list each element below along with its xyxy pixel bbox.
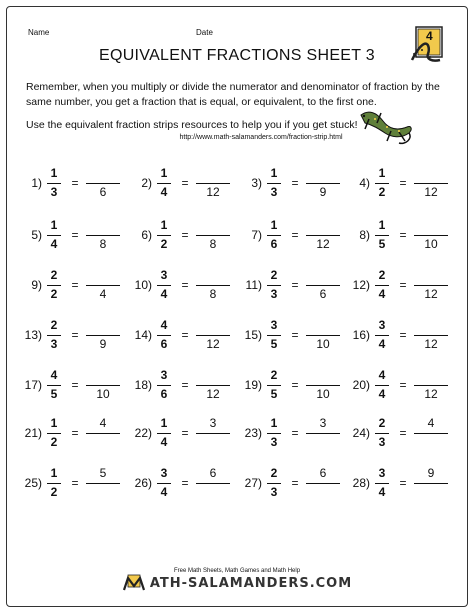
problem-number: 10)	[134, 278, 152, 292]
fraction-bar	[375, 335, 389, 336]
equals-sign: =	[399, 176, 407, 190]
problem-item	[342, 466, 454, 516]
problem-item	[14, 268, 126, 318]
answer-bar	[306, 385, 340, 386]
answer-bar	[196, 433, 230, 434]
given-denominator: 2	[378, 185, 386, 199]
problem-item	[124, 318, 236, 368]
answer-bar	[414, 235, 448, 236]
answer-numerator[interactable]	[86, 368, 120, 382]
answer-bar	[414, 433, 448, 434]
answer-bar	[196, 335, 230, 336]
given-denominator: 2	[50, 435, 58, 449]
answer-denominator[interactable]: 4	[99, 287, 107, 301]
fraction-bar	[47, 235, 61, 236]
answer-numerator[interactable]: 4	[427, 416, 435, 430]
answer-numerator[interactable]	[196, 218, 230, 232]
fraction-bar	[47, 183, 61, 184]
answer-bar	[414, 483, 448, 484]
problem-item	[234, 166, 346, 216]
problem-item	[124, 416, 236, 466]
answer-bar	[86, 183, 120, 184]
equals-sign: =	[71, 476, 79, 490]
answer-numerator[interactable]	[196, 166, 230, 180]
equals-sign: =	[399, 278, 407, 292]
equals-sign: =	[181, 328, 189, 342]
answer-bar	[196, 483, 230, 484]
answer-bar	[86, 385, 120, 386]
given-numerator: 4	[50, 368, 58, 382]
problem-number: 1)	[31, 176, 42, 190]
equals-sign: =	[181, 426, 189, 440]
given-denominator: 3	[270, 485, 278, 499]
answer-bar	[414, 385, 448, 386]
given-numerator: 1	[270, 166, 278, 180]
answer-numerator[interactable]	[306, 368, 340, 382]
problem-item	[14, 318, 126, 368]
equals-sign: =	[291, 378, 299, 392]
grade-logo	[408, 24, 446, 64]
given-numerator: 2	[378, 268, 386, 282]
given-denominator: 4	[160, 485, 168, 499]
problem-item	[234, 416, 346, 466]
answer-numerator[interactable]	[86, 268, 120, 282]
problem-number: 14)	[134, 328, 152, 342]
given-denominator: 4	[378, 287, 386, 301]
problem-number: 7)	[251, 228, 262, 242]
answer-bar	[414, 183, 448, 184]
answer-bar	[86, 335, 120, 336]
fraction-bar	[47, 433, 61, 434]
given-numerator: 1	[50, 466, 58, 480]
given-numerator: 3	[160, 466, 168, 480]
answer-bar	[306, 483, 340, 484]
problem-item	[234, 368, 346, 418]
answer-denominator[interactable]: 12	[424, 287, 438, 301]
problem-item	[342, 368, 454, 418]
given-denominator: 4	[160, 287, 168, 301]
fraction-bar	[157, 335, 171, 336]
answer-denominator[interactable]: 12	[424, 387, 438, 401]
problem-number: 28)	[352, 476, 370, 490]
problem-item	[234, 318, 346, 368]
answer-denominator[interactable]: 8	[209, 287, 217, 301]
answer-numerator[interactable]: 4	[99, 416, 107, 430]
answer-numerator[interactable]: 6	[209, 466, 217, 480]
problem-item	[234, 466, 346, 516]
equals-sign: =	[71, 228, 79, 242]
given-denominator: 2	[50, 287, 58, 301]
fraction-bar	[157, 235, 171, 236]
problem-number: 15)	[244, 328, 262, 342]
equals-sign: =	[71, 176, 79, 190]
answer-denominator[interactable]: 12	[206, 337, 220, 351]
answer-denominator[interactable]: 12	[424, 185, 438, 199]
grade-number: 4	[426, 29, 433, 43]
problem-item	[234, 218, 346, 268]
date-label: Date	[196, 28, 213, 37]
answer-numerator[interactable]: 3	[319, 416, 327, 430]
answer-numerator[interactable]: 9	[427, 466, 435, 480]
given-numerator: 1	[160, 166, 168, 180]
given-numerator: 3	[378, 466, 386, 480]
given-denominator: 4	[160, 185, 168, 199]
footer-tagline: Free Math Sheets, Math Games and Math Help	[173, 568, 301, 574]
equals-sign: =	[181, 378, 189, 392]
equals-sign: =	[399, 378, 407, 392]
problem-item	[124, 166, 236, 216]
footer	[0, 568, 474, 592]
problem-item	[124, 368, 236, 418]
given-numerator: 2	[50, 318, 58, 332]
problem-item	[342, 318, 454, 368]
given-denominator: 4	[50, 237, 58, 251]
problem-number: 13)	[24, 328, 42, 342]
problem-number: 20)	[352, 378, 370, 392]
problem-number: 5)	[31, 228, 42, 242]
given-numerator: 2	[378, 416, 386, 430]
given-denominator: 6	[160, 337, 168, 351]
answer-bar	[196, 385, 230, 386]
given-numerator: 1	[270, 218, 278, 232]
answer-denominator[interactable]: 12	[206, 387, 220, 401]
given-numerator: 3	[378, 318, 386, 332]
answer-denominator[interactable]: 12	[316, 237, 330, 251]
answer-bar	[86, 235, 120, 236]
answer-numerator[interactable]	[414, 166, 448, 180]
fraction-bar	[47, 385, 61, 386]
given-numerator: 1	[50, 166, 58, 180]
given-denominator: 6	[160, 387, 168, 401]
given-denominator: 4	[378, 485, 386, 499]
answer-bar	[86, 483, 120, 484]
fraction-bar	[47, 285, 61, 286]
given-numerator: 3	[160, 268, 168, 282]
fraction-bar	[157, 385, 171, 386]
answer-numerator[interactable]	[306, 268, 340, 282]
equals-sign: =	[291, 476, 299, 490]
fraction-bar	[47, 335, 61, 336]
intro-line-3: Use the equivalent fraction strips resources to help you if you get stuck!	[26, 119, 358, 131]
problem-number: 12)	[352, 278, 370, 292]
answer-bar	[414, 285, 448, 286]
equals-sign: =	[71, 426, 79, 440]
given-numerator: 2	[270, 268, 278, 282]
given-denominator: 6	[270, 237, 278, 251]
problem-number: 25)	[24, 476, 42, 490]
footer-logo-text: ATH-SALAMANDERS.COM	[149, 575, 353, 591]
problem-item	[342, 218, 454, 268]
equals-sign: =	[71, 378, 79, 392]
answer-numerator[interactable]	[414, 318, 448, 332]
answer-numerator[interactable]	[414, 368, 448, 382]
answer-bar	[86, 433, 120, 434]
given-numerator: 1	[50, 416, 58, 430]
fraction-bar	[375, 385, 389, 386]
fraction-bar	[267, 483, 281, 484]
given-denominator: 3	[50, 337, 58, 351]
answer-bar	[196, 285, 230, 286]
answer-numerator[interactable]: 5	[99, 466, 107, 480]
answer-denominator[interactable]: 10	[424, 237, 438, 251]
fraction-bar	[267, 433, 281, 434]
intro-line-2: same number, you get a fraction that is equal, or equivalent, to the first one.	[26, 96, 377, 108]
answer-denominator[interactable]: 12	[206, 185, 220, 199]
given-numerator: 2	[270, 368, 278, 382]
given-numerator: 4	[378, 368, 386, 382]
fraction-bar	[267, 285, 281, 286]
equals-sign: =	[291, 328, 299, 342]
given-numerator: 2	[50, 268, 58, 282]
given-denominator: 3	[50, 185, 58, 199]
answer-numerator[interactable]	[86, 218, 120, 232]
answer-denominator[interactable]: 9	[99, 337, 107, 351]
problem-number: 4)	[359, 176, 370, 190]
problem-item	[342, 166, 454, 216]
problem-number: 3)	[251, 176, 262, 190]
problem-number: 18)	[134, 378, 152, 392]
fraction-bar	[267, 183, 281, 184]
given-denominator: 3	[270, 185, 278, 199]
equals-sign: =	[181, 476, 189, 490]
equals-sign: =	[399, 328, 407, 342]
given-numerator: 1	[50, 218, 58, 232]
problem-number: 6)	[141, 228, 152, 242]
problem-item	[124, 466, 236, 516]
fraction-bar	[267, 335, 281, 336]
problem-item	[14, 466, 126, 516]
answer-numerator[interactable]	[306, 218, 340, 232]
answer-bar	[306, 235, 340, 236]
problem-number: 19)	[244, 378, 262, 392]
fraction-bar	[267, 235, 281, 236]
answer-numerator[interactable]	[414, 268, 448, 282]
problem-item	[342, 268, 454, 318]
given-denominator: 4	[378, 387, 386, 401]
fraction-bar	[375, 235, 389, 236]
answer-bar	[196, 183, 230, 184]
problem-item	[14, 368, 126, 418]
equals-sign: =	[181, 228, 189, 242]
given-denominator: 3	[270, 435, 278, 449]
given-numerator: 3	[160, 368, 168, 382]
given-denominator: 2	[160, 237, 168, 251]
problem-number: 16)	[352, 328, 370, 342]
problem-number: 2)	[141, 176, 152, 190]
equals-sign: =	[181, 278, 189, 292]
answer-numerator[interactable]: 6	[319, 466, 327, 480]
answer-numerator[interactable]	[414, 218, 448, 232]
answer-numerator[interactable]: 3	[209, 416, 217, 430]
answer-bar	[306, 335, 340, 336]
answer-numerator[interactable]	[196, 268, 230, 282]
given-denominator: 5	[270, 337, 278, 351]
equals-sign: =	[291, 278, 299, 292]
answer-numerator[interactable]	[86, 166, 120, 180]
answer-denominator[interactable]: 10	[316, 387, 330, 401]
resource-url[interactable]: http://www.math-salamanders.com/fraction-strip.html	[179, 134, 343, 141]
given-denominator: 5	[50, 387, 58, 401]
answer-numerator[interactable]	[86, 318, 120, 332]
fraction-bar	[375, 183, 389, 184]
gecko-icon	[355, 105, 415, 147]
answer-denominator[interactable]: 8	[209, 237, 217, 251]
answer-denominator[interactable]: 6	[99, 185, 107, 199]
answer-numerator[interactable]	[306, 166, 340, 180]
given-denominator: 2	[50, 485, 58, 499]
fraction-bar	[157, 483, 171, 484]
equals-sign: =	[399, 228, 407, 242]
problem-number: 9)	[31, 278, 42, 292]
problem-number: 11)	[245, 278, 262, 292]
given-denominator: 5	[270, 387, 278, 401]
problem-item	[14, 218, 126, 268]
problem-item	[342, 416, 454, 466]
answer-denominator[interactable]: 8	[99, 237, 107, 251]
given-denominator: 3	[378, 435, 386, 449]
problem-number: 21)	[24, 426, 42, 440]
given-numerator: 1	[270, 416, 278, 430]
answer-bar	[306, 285, 340, 286]
equals-sign: =	[399, 426, 407, 440]
fraction-bar	[375, 433, 389, 434]
problem-number: 22)	[134, 426, 152, 440]
fraction-bar	[157, 285, 171, 286]
equals-sign: =	[291, 426, 299, 440]
problem-number: 27)	[244, 476, 262, 490]
salamander-m-icon	[122, 574, 148, 592]
problem-item	[14, 416, 126, 466]
answer-bar	[306, 433, 340, 434]
problem-item	[124, 268, 236, 318]
problem-number: 26)	[134, 476, 152, 490]
fraction-bar	[375, 483, 389, 484]
given-numerator: 1	[378, 166, 386, 180]
fraction-bar	[375, 285, 389, 286]
answer-bar	[414, 335, 448, 336]
answer-numerator[interactable]	[196, 318, 230, 332]
given-numerator: 1	[160, 218, 168, 232]
given-numerator: 1	[378, 218, 386, 232]
answer-denominator[interactable]: 10	[96, 387, 110, 401]
fraction-bar	[47, 483, 61, 484]
problem-item	[14, 166, 126, 216]
given-numerator: 4	[160, 318, 168, 332]
given-denominator: 4	[378, 337, 386, 351]
equals-sign: =	[291, 228, 299, 242]
equals-sign: =	[291, 176, 299, 190]
given-numerator: 1	[160, 416, 168, 430]
given-denominator: 3	[270, 287, 278, 301]
equals-sign: =	[71, 278, 79, 292]
problem-number: 17)	[24, 378, 42, 392]
equals-sign: =	[399, 476, 407, 490]
given-numerator: 2	[270, 466, 278, 480]
answer-denominator[interactable]: 10	[316, 337, 330, 351]
equals-sign: =	[71, 328, 79, 342]
problem-number: 8)	[359, 228, 370, 242]
problem-number: 24)	[352, 426, 370, 440]
page-title: EQUIVALENT FRACTIONS SHEET 3	[98, 47, 376, 64]
name-label: Name	[28, 28, 50, 37]
equals-sign: =	[181, 176, 189, 190]
answer-bar	[86, 285, 120, 286]
answer-bar	[306, 183, 340, 184]
intro-line-1: Remember, when you multiply or divide the numerator and denominator of fraction by the	[26, 81, 440, 93]
answer-denominator[interactable]: 6	[319, 287, 327, 301]
answer-numerator[interactable]	[306, 318, 340, 332]
fraction-bar	[267, 385, 281, 386]
given-denominator: 4	[160, 435, 168, 449]
given-numerator: 3	[270, 318, 278, 332]
answer-denominator[interactable]: 9	[319, 185, 327, 199]
answer-denominator[interactable]: 12	[424, 337, 438, 351]
problem-number: 23)	[244, 426, 262, 440]
answer-numerator[interactable]	[196, 368, 230, 382]
problem-item	[124, 218, 236, 268]
answer-bar	[196, 235, 230, 236]
problem-item	[234, 268, 346, 318]
fraction-bar	[157, 433, 171, 434]
given-denominator: 5	[378, 237, 386, 251]
fraction-bar	[157, 183, 171, 184]
